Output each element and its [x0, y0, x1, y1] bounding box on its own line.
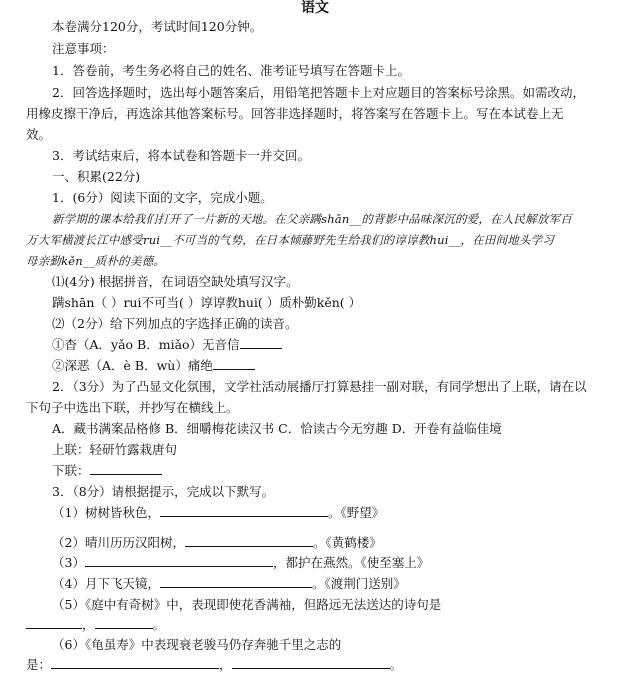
- notice-item-1: 1．答卷前，考生务必将自己的姓名、准考证号填写在答题卡上。: [52, 63, 410, 78]
- section-heading: 一、积累(22分): [52, 169, 141, 184]
- recite-prompt: （3）: [52, 555, 85, 570]
- reading-choice-a-text: ①杳（A．yǎo B．miǎo）无音信: [52, 337, 240, 352]
- recite-source: ，都护在燕然。《使至塞上》: [272, 555, 430, 570]
- page-title: 语文: [301, 0, 329, 16]
- recite-prompt: （2）晴川历历汉阳树，: [52, 535, 185, 550]
- recite-prompt: 是：: [26, 657, 52, 672]
- period: 。: [152, 617, 166, 632]
- recite-source: 。《野望》: [327, 505, 385, 520]
- recite-line-6-answers: [26, 655, 630, 675]
- question-2-options: A．藏书满案品格修 B．细嚼梅花读汉书 C．恰读古今无穷趣 D．开卷有益临佳境: [52, 421, 502, 436]
- couplet-lower: [52, 461, 630, 481]
- couplet-lower-label: 下联：: [52, 463, 90, 478]
- reading-choice-b-text: ②深恶（A．è B．wù）痛绝: [52, 358, 213, 373]
- comma: ，: [219, 657, 232, 672]
- recite-line-2: [52, 533, 630, 553]
- couplet-upper: 上联：轻研竹露栽唐句: [52, 442, 178, 457]
- recite-source: 。《渡荆门送别》: [311, 576, 406, 591]
- answer-blank[interactable]: [26, 615, 82, 629]
- reading-choice-b: [52, 356, 630, 376]
- couplet-lower-blank[interactable]: [90, 461, 162, 475]
- recite-line-5-answers: [26, 615, 630, 635]
- notice-item-3: 3．考试结束后，将本试卷和答题卡一并交回。: [52, 148, 310, 163]
- recite-line-5: （5）《庭中有奇树》中，表现即使花香满袖，但路远无法送达的诗句是: [52, 597, 442, 612]
- subquestion-1: ⑴(4分) 根据拼音，在词语空缺处填写汉字。: [52, 274, 299, 289]
- answer-blank[interactable]: [85, 553, 273, 567]
- recite-line-6: （6）《龟虽寿》中表现衰老骏马仍存奔驰千里之志的: [52, 637, 342, 652]
- answer-blank[interactable]: [160, 574, 312, 588]
- reading-choice-a: [52, 335, 630, 355]
- score-time-text: 本卷满分120分，考试时间120分钟。: [52, 19, 263, 34]
- answer-blank[interactable]: [160, 503, 328, 517]
- answer-blank[interactable]: [95, 615, 153, 629]
- answer-blank[interactable]: [213, 356, 255, 370]
- answer-blank[interactable]: [51, 655, 219, 669]
- recite-line-3: [52, 553, 630, 573]
- recite-prompt: （1）树树皆秋色，: [52, 505, 160, 520]
- question-1-stem: 1．(6分）阅读下面的文字，完成小题。: [52, 190, 273, 205]
- comma: ，: [82, 617, 95, 632]
- recite-prompt: （4）月下飞天镜，: [52, 576, 160, 591]
- recite-line-4: [52, 574, 630, 594]
- period: 。: [389, 657, 403, 672]
- answer-blank[interactable]: [232, 655, 390, 669]
- passage-line-1: 新学期的课本给我们打开了一片新的天地。在父亲蹒shān__的背影中品味深沉的爱，在人民解放军百: [52, 212, 572, 226]
- question-2-stem-line-1: 2．（3分）为了凸显文化氛围，文学社活动展播厅打算悬挂一副对联，有同学想出了上联，请在以: [52, 379, 587, 394]
- answer-blank[interactable]: [240, 335, 282, 349]
- question-3-stem: 3．（8分）请根据提示，完成以下默写。: [52, 484, 275, 499]
- answer-blank[interactable]: [185, 533, 313, 547]
- recite-line-1: [52, 503, 630, 523]
- pinyin-fill-line: 蹒shān（ ）rui不可当( ）谆谆教hui( ）质朴勤kěn( ）: [52, 295, 362, 310]
- notice-item-2-line-3: 效。: [26, 127, 52, 142]
- notice-heading: 注意事项：: [52, 41, 115, 56]
- passage-line-3: 母亲勤kěn__质朴的美德。: [26, 254, 165, 268]
- question-2-stem-line-2: 下句子中选出下联，并抄写在横线上。: [26, 400, 239, 415]
- notice-item-2-line-2: 用橡皮擦干净后，再选涂其他答案标号。回答非选择题时，将答案写在答题卡上。写在本试卷上无: [26, 106, 564, 121]
- subquestion-2: ⑵（2分）给下列加点的字选择正确的读音。: [52, 316, 298, 331]
- passage-line-2: 万大军横渡长江中感受rui__不可当的气势，在日本倾藤野先生给我们的谆谆教hui__，在田间地头学习: [26, 233, 555, 247]
- notice-item-2-line-1: 2．回答选择题时，选出每小题答案后，用铅笔把答题卡上对应题目的答案标号涂黑。如需改动，: [52, 85, 585, 100]
- recite-source: 。《黄鹤楼》: [312, 535, 382, 550]
